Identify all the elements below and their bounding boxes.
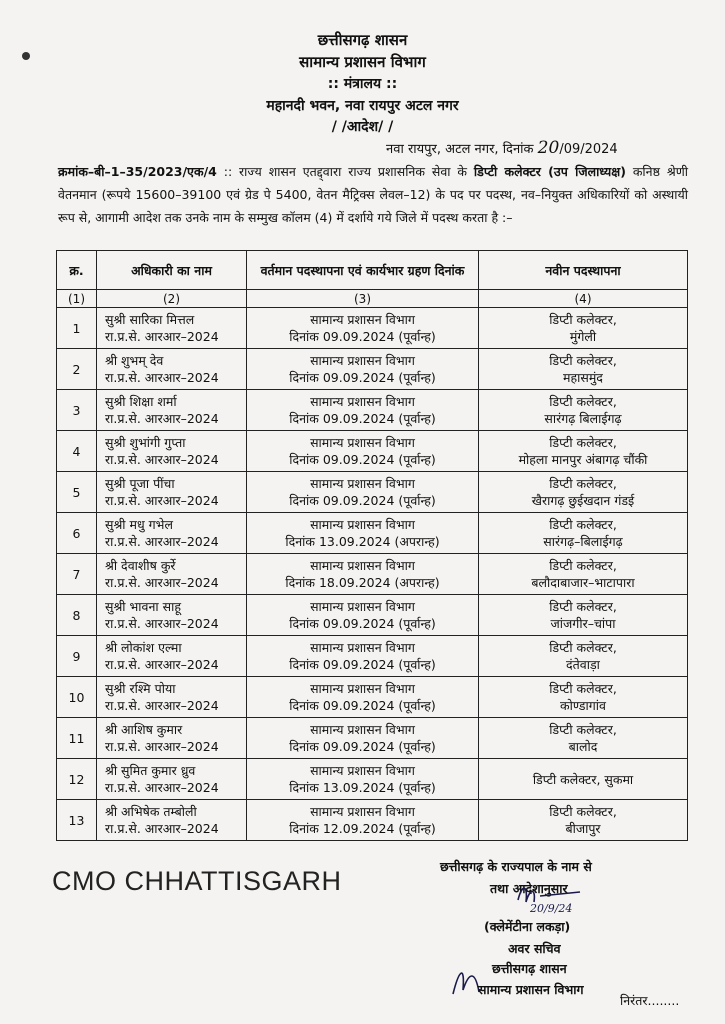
date-month-year: /09/2024 [559, 142, 618, 157]
officer-service: रा.प्र.से. आरआर–2024 [105, 493, 219, 508]
officer-name: सुश्री रश्मि पोया [105, 681, 176, 696]
order-number: क्रमांक–बी–1–35/2023/एक/4 [58, 164, 217, 179]
joining-date: दिनांक 12.09.2024 (पूर्वान्ह) [289, 821, 436, 836]
current-dept: सामान्य प्रशासन विभाग [310, 722, 415, 737]
current-dept: सामान्य प्रशासन विभाग [310, 312, 415, 327]
officer-service: रा.प्र.से. आरआर–2024 [105, 821, 219, 836]
row-sn: 6 [57, 513, 97, 554]
table-row [57, 595, 688, 636]
officer-name: सुश्री भावना साहू [105, 599, 181, 614]
current-posting-cell [247, 636, 479, 677]
table-header-row [57, 251, 688, 290]
header-new-posting: नवीन पदस्थापना [479, 251, 688, 290]
current-posting-cell [247, 718, 479, 759]
officer-service: रा.प्र.से. आरआर–2024 [105, 780, 219, 795]
officer-name-cell [97, 390, 247, 431]
current-posting-cell [247, 308, 479, 349]
officer-name-cell [97, 800, 247, 841]
officer-name: सुश्री सारिका मित्तल [105, 312, 195, 327]
ministry-heading: :: मंत्रालय :: [327, 76, 398, 92]
joining-date: दिनांक 09.09.2024 (पूर्वान्ह) [289, 616, 436, 631]
new-posting-cell [479, 349, 688, 390]
officer-name: श्री देवाशीष कुर्रे [105, 558, 176, 573]
address-heading: महानदी भवन, नवा रायपुर अटल नगर [266, 98, 459, 114]
signatory-designation: अवर सचिव [508, 941, 561, 956]
new-posting-cell [479, 431, 688, 472]
joining-date: दिनांक 09.09.2024 (पूर्वान्ह) [289, 411, 436, 426]
table-row [57, 513, 688, 554]
officer-service: रा.प्र.से. आरआर–2024 [105, 452, 219, 467]
table-row [57, 800, 688, 841]
col-number: (4) [479, 290, 688, 308]
officer-service: रा.प्र.से. आरआर–2024 [105, 329, 219, 344]
new-posting-cell [479, 595, 688, 636]
new-posting-cell [479, 513, 688, 554]
new-post: डिप्टी कलेक्टर, [549, 435, 617, 450]
new-post: डिप्टी कलेक्टर, [549, 681, 617, 696]
officer-name-cell [97, 308, 247, 349]
new-district: मोहला मानपुर अंबागढ़ चौंकी [518, 452, 648, 467]
officer-name-cell [97, 759, 247, 800]
header-name: अधिकारी का नाम [97, 251, 247, 290]
joining-date: दिनांक 18.09.2024 (अपरान्ह) [285, 575, 440, 590]
row-sn: 12 [57, 759, 97, 800]
current-dept: सामान्य प्रशासन विभाग [310, 558, 415, 573]
current-dept: सामान्य प्रशासन विभाग [310, 476, 415, 491]
new-post: डिप्टी कलेक्टर, [549, 476, 617, 491]
new-district: खैरागढ़ छुईखदान गंडई [531, 493, 635, 508]
header-sn: क्र. [57, 251, 97, 290]
watermark: CMO CHHATTISGARH [52, 866, 342, 896]
row-sn: 5 [57, 472, 97, 513]
new-posting-cell [479, 554, 688, 595]
handwritten-signature [500, 880, 590, 916]
officer-name: सुश्री शिक्षा शर्मा [105, 394, 177, 409]
header-current-posting: वर्तमान पदस्थापना एवं कार्यभार ग्रहण दिनांक [247, 251, 479, 290]
new-district: बलौदाबाजार–भाटापारा [531, 575, 635, 590]
new-district: कोण्डागांव [560, 698, 606, 713]
handwritten-day: 20 [537, 138, 560, 158]
new-posting-cell [479, 718, 688, 759]
current-posting-cell [247, 595, 479, 636]
current-posting-cell [247, 349, 479, 390]
column-number-row [57, 290, 688, 308]
order-text-a: :: राज्य शासन एतद्द्वारा राज्य प्रशासनिक सेवा के [216, 164, 474, 179]
new-posting-cell [479, 390, 688, 431]
current-dept: सामान्य प्रशासन विभाग [310, 435, 415, 450]
row-sn: 9 [57, 636, 97, 677]
new-district: बालोद [568, 739, 598, 754]
place-date [386, 138, 618, 158]
officer-name-cell [97, 554, 247, 595]
current-posting-cell [247, 390, 479, 431]
new-posting-cell [479, 677, 688, 718]
signatory-govt: छत्तीसगढ़ शासन [492, 961, 567, 976]
current-posting-cell [247, 759, 479, 800]
officer-name-cell [97, 718, 247, 759]
table-row [57, 308, 688, 349]
new-post: डिप्टी कलेक्टर, [549, 804, 617, 819]
table-row [57, 718, 688, 759]
new-posting-cell [479, 636, 688, 677]
signatory-department: सामान्य प्रशासन विभाग [478, 982, 584, 997]
signature-authority-line1: छत्तीसगढ़ के राज्यपाल के नाम से [440, 859, 592, 874]
new-post: डिप्टी कलेक्टर, [549, 353, 617, 368]
officer-name-cell [97, 472, 247, 513]
new-post: डिप्टी कलेक्टर, [549, 517, 617, 532]
officer-name-cell [97, 677, 247, 718]
officer-name-cell [97, 595, 247, 636]
row-sn: 11 [57, 718, 97, 759]
officer-service: रा.प्र.से. आरआर–2024 [105, 657, 219, 672]
col-number: (2) [97, 290, 247, 308]
row-sn: 13 [57, 800, 97, 841]
table-row [57, 759, 688, 800]
order-post-title: डिप्टी कलेक्टर (उप जिलाध्यक्ष) [473, 164, 626, 179]
current-dept: सामान्य प्रशासन विभाग [310, 681, 415, 696]
officer-name: श्री अभिषेक तम्बोली [105, 804, 197, 819]
new-district: मुंगेली [569, 329, 597, 344]
officer-service: रा.प्र.से. आरआर–2024 [105, 575, 219, 590]
joining-date: दिनांक 13.09.2024 (पूर्वान्ह) [289, 780, 436, 795]
handwritten-date: 20/9/24 [530, 902, 573, 915]
joining-date: दिनांक 09.09.2024 (पूर्वान्ह) [289, 657, 436, 672]
joining-date: दिनांक 09.09.2024 (पूर्वान्ह) [289, 452, 436, 467]
govt-heading: छत्तीसगढ़ शासन [317, 31, 408, 49]
new-district: जांजगीर–चांपा [550, 616, 616, 631]
current-dept: सामान्य प्रशासन विभाग [310, 517, 415, 532]
signature-authority-line2: तथा आदेशानुसार [490, 881, 568, 896]
new-district: सारंगढ़ बिलाईगढ़ [544, 411, 622, 426]
officer-name-cell [97, 636, 247, 677]
officer-service: रा.प्र.से. आरआर–2024 [105, 534, 219, 549]
current-posting-cell [247, 554, 479, 595]
joining-date: दिनांक 13.09.2024 (अपरान्ह) [285, 534, 440, 549]
table-row [57, 390, 688, 431]
row-sn: 4 [57, 431, 97, 472]
current-dept: सामान्य प्रशासन विभाग [310, 640, 415, 655]
place: नवा रायपुर, अटल नगर, [386, 142, 499, 157]
row-sn: 8 [57, 595, 97, 636]
current-dept: सामान्य प्रशासन विभाग [310, 763, 415, 778]
new-post: डिप्टी कलेक्टर, [549, 640, 617, 655]
current-dept: सामान्य प्रशासन विभाग [310, 804, 415, 819]
new-district: बीजापुर [565, 821, 601, 836]
joining-date: दिनांक 09.09.2024 (पूर्वान्ह) [289, 739, 436, 754]
officer-name: सुश्री शुभांगी गुप्ता [105, 435, 186, 450]
new-posting-cell [479, 308, 688, 349]
new-district: सारंगढ़–बिलाईगढ़ [543, 534, 623, 549]
table-row [57, 349, 688, 390]
officer-name: श्री सुमित कुमार ध्रुव [105, 763, 196, 778]
officer-service: रा.प्र.से. आरआर–2024 [105, 411, 219, 426]
col-number: (1) [57, 290, 97, 308]
new-posting-cell [479, 800, 688, 841]
table-row [57, 554, 688, 595]
officer-service: रा.प्र.से. आरआर–2024 [105, 616, 219, 631]
officer-name: श्री आशिष कुमार [105, 722, 183, 737]
current-posting-cell [247, 513, 479, 554]
row-sn: 3 [57, 390, 97, 431]
joining-date: दिनांक 09.09.2024 (पूर्वान्ह) [289, 698, 436, 713]
new-post: डिप्टी कलेक्टर, [549, 722, 617, 737]
officer-name: श्री लोकांश एल्मा [105, 640, 182, 655]
officer-name: सुश्री मधु गभेल [105, 517, 173, 532]
row-sn: 10 [57, 677, 97, 718]
joining-date: दिनांक 09.09.2024 (पूर्वान्ह) [289, 370, 436, 385]
officer-service: रा.प्र.से. आरआर–2024 [105, 698, 219, 713]
joining-date: दिनांक 09.09.2024 (पूर्वान्ह) [289, 329, 436, 344]
current-posting-cell [247, 800, 479, 841]
current-dept: सामान्य प्रशासन विभाग [310, 599, 415, 614]
new-posting-cell [479, 759, 688, 800]
new-posting-cell [479, 472, 688, 513]
order-text-b: कनिष्ठ श्रेणी वेतनमान (रूपये 15600–39100 एवं ग्रेड पे 5400, वेतन मैट्रिक्स लेवल–12) के पद पर पदस्थ, नव–नियुक्त अधिकारियों को अस्थायी रूप से, आगामी आदेश तक उनके नाम के सम्मुख कॉलम (4) में दर्शाये गये जिले में पदस्थ करता है :– [58, 164, 688, 225]
new-post: डिप्टी कलेक्टर, [549, 558, 617, 573]
joining-date: दिनांक 09.09.2024 (पूर्वान्ह) [289, 493, 436, 508]
officer-name-cell [97, 349, 247, 390]
department-heading: सामान्य प्रशासन विभाग [299, 53, 426, 71]
date-label: दिनांक [502, 142, 534, 157]
table-row [57, 677, 688, 718]
row-sn: 7 [57, 554, 97, 595]
new-post: डिप्टी कलेक्टर, [549, 312, 617, 327]
col-number: (3) [247, 290, 479, 308]
order-paragraph [58, 160, 688, 229]
officer-name: सुश्री पूजा पींचा [105, 476, 175, 491]
continued-note: निरंतर........ [620, 993, 680, 1008]
officer-service: रा.प्र.से. आरआर–2024 [105, 739, 219, 754]
table-row [57, 431, 688, 472]
new-post: डिप्टी कलेक्टर, सुकमा [532, 771, 634, 787]
officer-name-cell [97, 431, 247, 472]
new-district: महासमुंद [563, 370, 603, 385]
current-dept: सामान्य प्रशासन विभाग [310, 394, 415, 409]
officer-name: श्री शुभम् देव [105, 353, 164, 368]
new-post: डिप्टी कलेक्टर, [549, 394, 617, 409]
row-sn: 2 [57, 349, 97, 390]
new-district: दंतेवाड़ा [566, 657, 600, 672]
table-row [57, 636, 688, 677]
current-posting-cell [247, 431, 479, 472]
table-row [57, 472, 688, 513]
row-sn: 1 [57, 308, 97, 349]
officer-service: रा.प्र.से. आरआर–2024 [105, 370, 219, 385]
current-posting-cell [247, 472, 479, 513]
new-post: डिप्टी कलेक्टर, [549, 599, 617, 614]
current-posting-cell [247, 677, 479, 718]
posting-table [56, 250, 688, 841]
current-dept: सामान्य प्रशासन विभाग [310, 353, 415, 368]
officer-name-cell [97, 513, 247, 554]
order-title: / /आदेश/ / [331, 119, 394, 135]
signatory-name: (क्लेमेंटीना लकड़ा) [484, 919, 571, 934]
